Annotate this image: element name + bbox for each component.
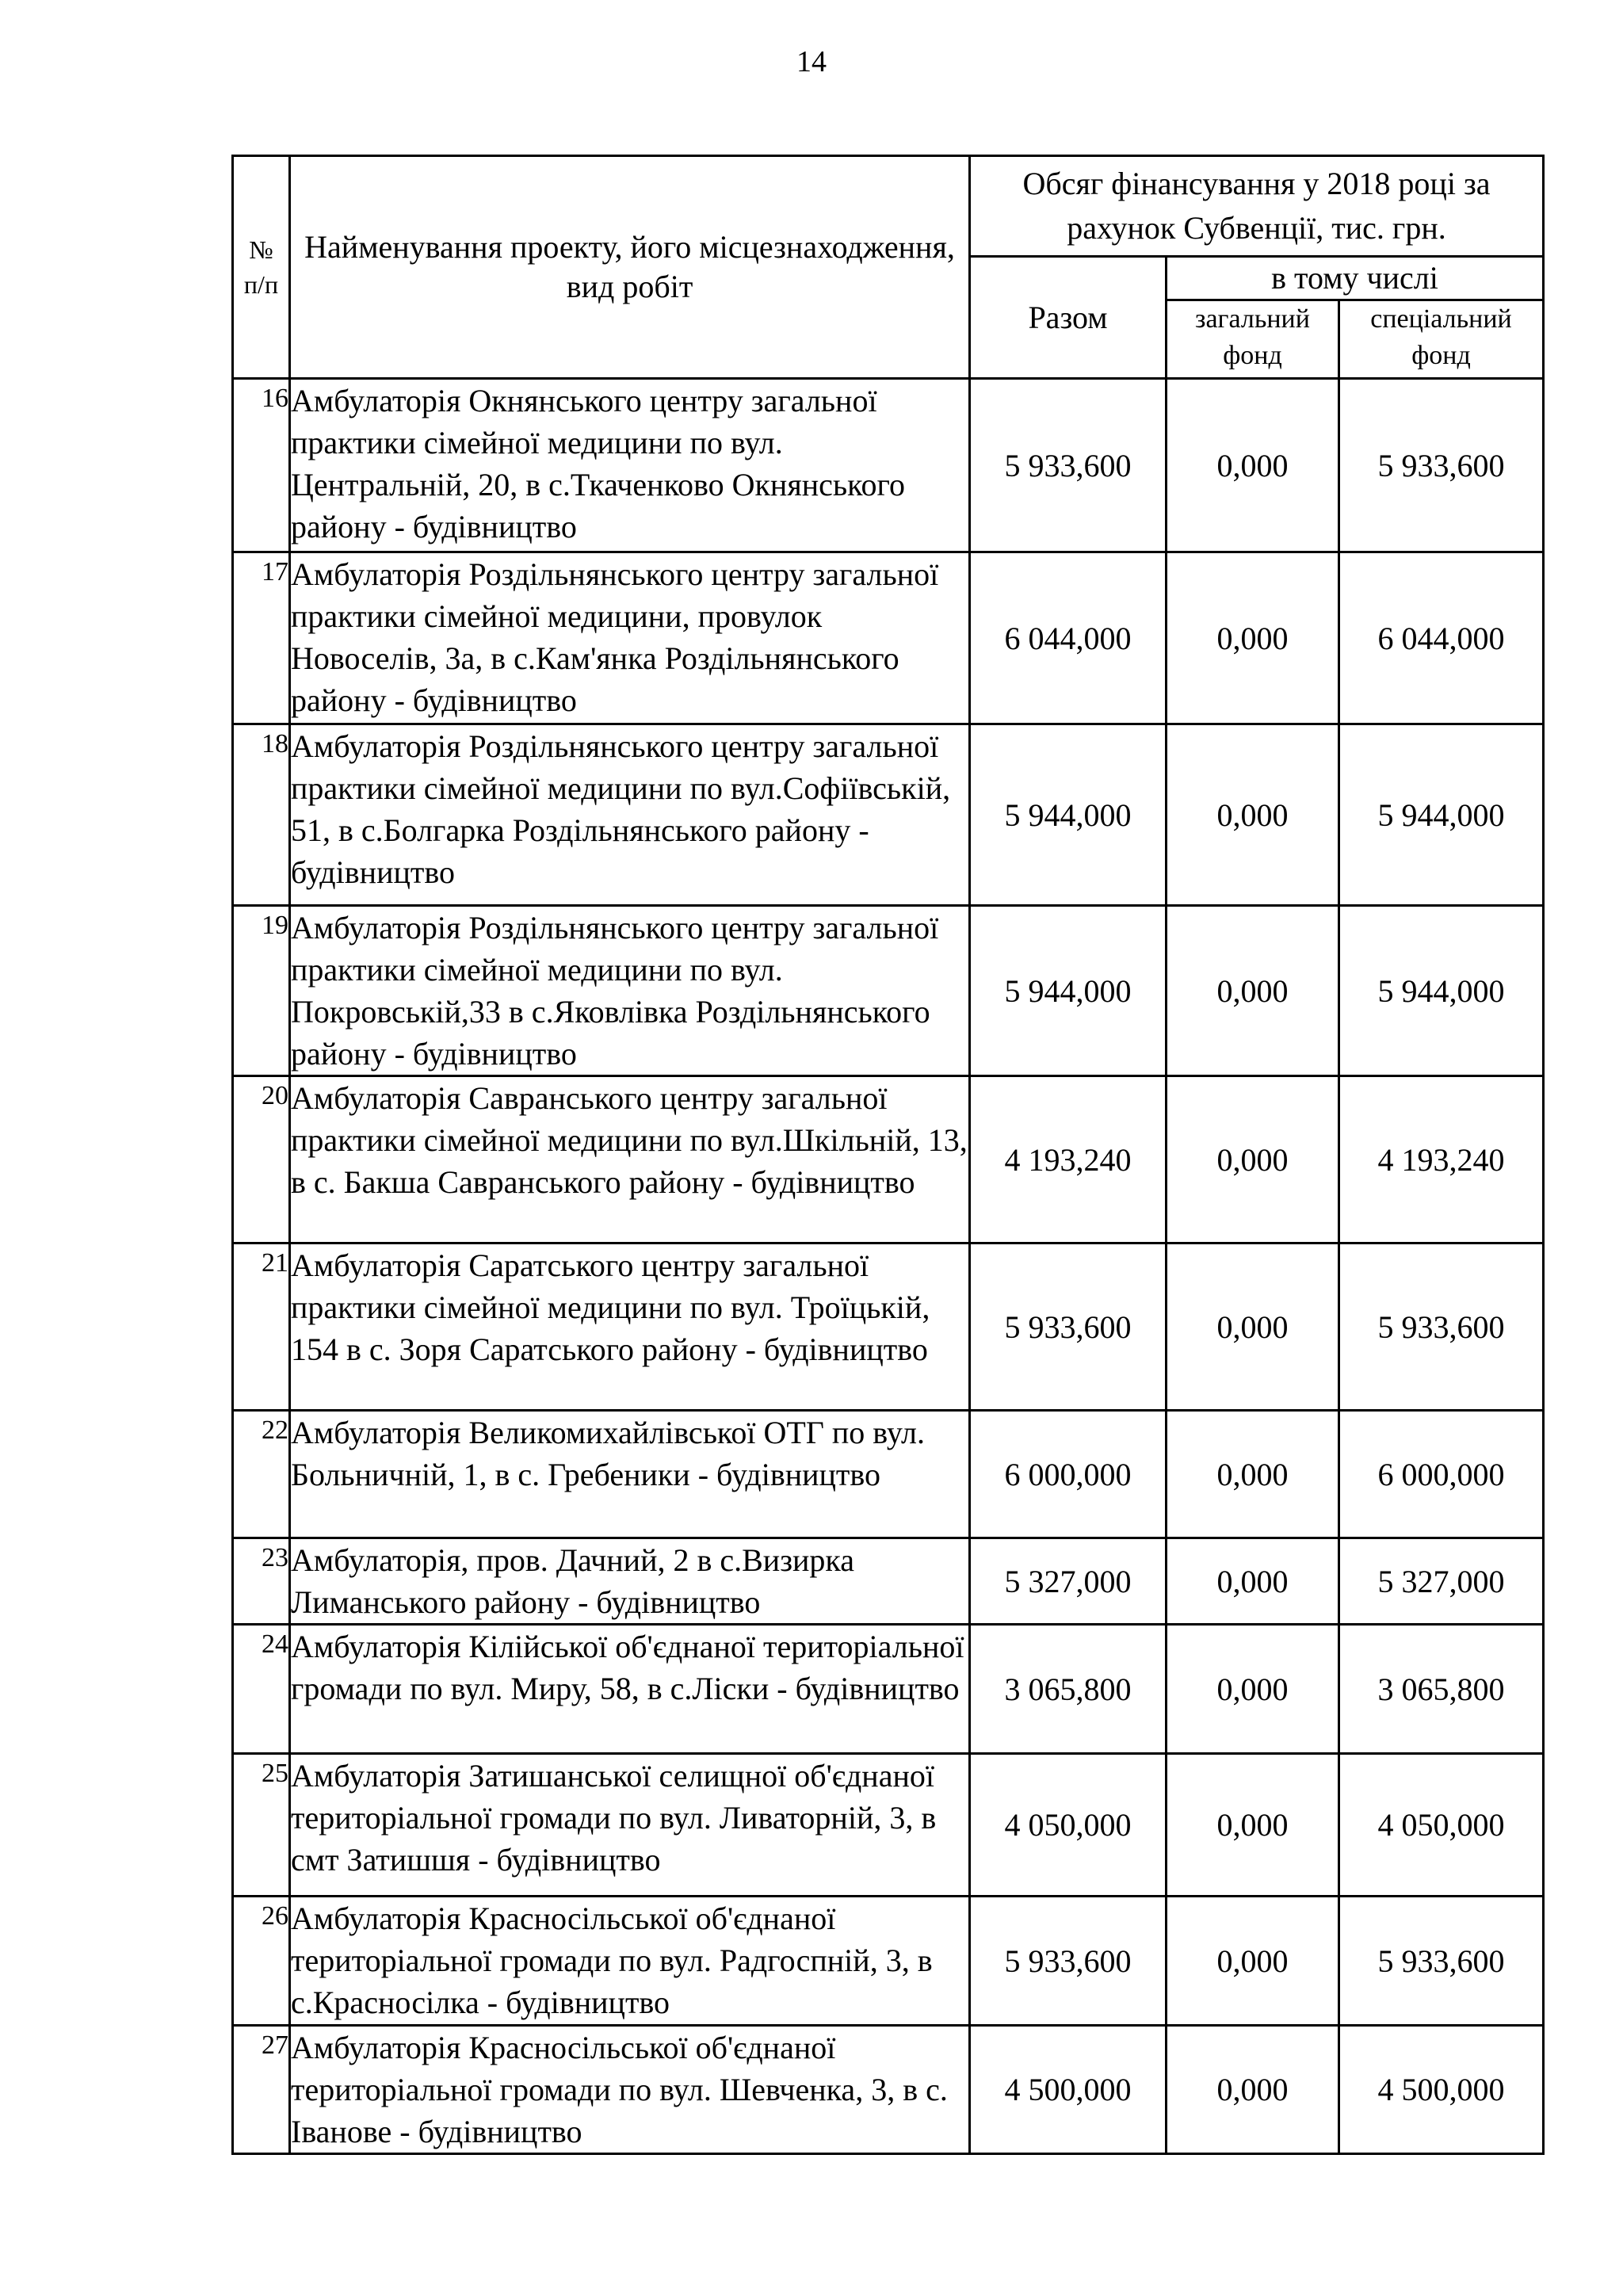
row-special-fund: 5 944,000 [1339,724,1544,906]
row-total: 5 944,000 [970,724,1167,906]
row-special-fund: 3 065,800 [1339,1625,1544,1754]
header-general-fund-line1: загальний [1195,304,1310,334]
row-general-fund: 0,000 [1167,552,1339,724]
row-number: 22 [233,1411,290,1538]
row-special-fund: 4 193,240 [1339,1076,1544,1244]
row-project-name: Амбулаторія, пров. Дачний, 2 в с.Визирка Лиманського району - будівництво [290,1538,970,1625]
row-project-name: Амбулаторія Красносільської об'єднаної територіальної громади по вул. Радгоспній, 3, в с.Красносілка - будівництво [290,1897,970,2026]
row-total: 5 944,000 [970,906,1167,1076]
table-row [233,1538,1544,1625]
header-including: в тому числі [1167,257,1544,300]
row-general-fund: 0,000 [1167,1244,1339,1411]
row-project-name: Амбулаторія Саратського центру загальної практики сімейної медицини по вул. Троїцькій, 154 в с. Зоря Саратського району - будівництво [290,1244,970,1411]
row-total: 6 044,000 [970,552,1167,724]
header-project-name: Найменування проекту, його місцезнаходження, вид робіт [290,156,970,379]
header-special-fund-line1: спеціальний [1370,304,1512,334]
row-number: 17 [233,552,290,724]
row-project-name: Амбулаторія Великомихайлівської ОТГ по вул. Больничній, 1, в с. Гребеники - будівництво [290,1411,970,1538]
row-number: 23 [233,1538,290,1625]
row-special-fund: 6 044,000 [1339,552,1544,724]
table-row [233,1076,1544,1244]
row-project-name: Амбулаторія Затишанської селищної об'єднаної територіальної громади по вул. Ливаторній, 3, в смт Затишшя - будівництво [290,1754,970,1897]
row-project-name: Амбулаторія Красносільської об'єднаної територіальної громади по вул. Шевченка, 3, в с. Іванове - будівництво [290,2026,970,2154]
row-number: 20 [233,1076,290,1244]
table-row [233,1897,1544,2026]
table-row [233,1411,1544,1538]
row-special-fund: 4 500,000 [1339,2026,1544,2154]
row-special-fund: 5 327,000 [1339,1538,1544,1625]
table-row [233,1244,1544,1411]
page-number: 14 [796,45,827,78]
row-total: 5 933,600 [970,1244,1167,1411]
table-row [233,1754,1544,1897]
row-number: 25 [233,1754,290,1897]
financing-table [231,155,1545,2155]
row-general-fund: 0,000 [1167,1076,1339,1244]
header-row-1 [233,156,1544,257]
header-number-line1: № [249,235,273,264]
header-funding: Обсяг фінансування у 2018 році за рахунок Субвенції, тис. грн. [970,156,1544,257]
row-general-fund: 0,000 [1167,1625,1339,1754]
row-special-fund: 4 050,000 [1339,1754,1544,1897]
table-row [233,906,1544,1076]
row-project-name: Амбулаторія Роздільнянського центру загальної практики сімейної медицини по вул.Софіївській, 51, в с.Болгарка Роздільнянського району - будівництво [290,724,970,906]
row-general-fund: 0,000 [1167,724,1339,906]
row-general-fund: 0,000 [1167,1897,1339,2026]
row-general-fund: 0,000 [1167,1411,1339,1538]
row-number: 19 [233,906,290,1076]
row-general-fund: 0,000 [1167,2026,1339,2154]
table-row [233,724,1544,906]
header-total: Разом [970,257,1167,379]
row-project-name: Амбулаторія Роздільнянського центру загальної практики сімейної медицини по вул. Покровській,33 в с.Яковлівка Роздільнянського району - будівництво [290,906,970,1076]
row-total: 4 500,000 [970,2026,1167,2154]
header-number-line2: п/п [243,270,279,299]
row-total: 3 065,800 [970,1625,1167,1754]
row-special-fund: 5 933,600 [1339,379,1544,552]
row-total: 6 000,000 [970,1411,1167,1538]
header-special-fund-line2: фонд [1411,341,1471,370]
row-total: 5 327,000 [970,1538,1167,1625]
row-number: 27 [233,2026,290,2154]
row-special-fund: 6 000,000 [1339,1411,1544,1538]
table-row [233,379,1544,552]
row-project-name: Амбулаторія Роздільнянського центру загальної практики сімейної медицини, провулок Новоселів, 3а, в с.Кам'янка Роздільнянського району - будівництво [290,552,970,724]
row-project-name: Амбулаторія Савранського центру загальної практики сімейної медицини по вул.Шкільній, 13, в с. Бакша Савранського району - будівництво [290,1076,970,1244]
row-project-name: Амбулаторія Кілійської об'єднаної територіальної громади по вул. Миру, 58, в с.Ліски - будівництво [290,1625,970,1754]
row-number: 18 [233,724,290,906]
header-general-fund-line2: фонд [1223,341,1282,370]
row-project-name: Амбулаторія Окнянського центру загальної практики сімейної медицини по вул. Центральній, 20, в с.Ткаченково Окнянського району - будівництво [290,379,970,552]
row-general-fund: 0,000 [1167,1754,1339,1897]
row-number: 21 [233,1244,290,1411]
row-total: 5 933,600 [970,1897,1167,2026]
row-special-fund: 5 933,600 [1339,1244,1544,1411]
table-row [233,1625,1544,1754]
row-total: 5 933,600 [970,379,1167,552]
row-number: 16 [233,379,290,552]
row-number: 24 [233,1625,290,1754]
header-general-fund [1167,300,1339,379]
row-total: 4 050,000 [970,1754,1167,1897]
row-general-fund: 0,000 [1167,1538,1339,1625]
row-special-fund: 5 933,600 [1339,1897,1544,2026]
table-row [233,2026,1544,2154]
row-number: 26 [233,1897,290,2026]
row-total: 4 193,240 [970,1076,1167,1244]
row-general-fund: 0,000 [1167,906,1339,1076]
header-special-fund [1339,300,1544,379]
row-general-fund: 0,000 [1167,379,1339,552]
row-special-fund: 5 944,000 [1339,906,1544,1076]
table-row [233,552,1544,724]
header-number [233,156,290,379]
